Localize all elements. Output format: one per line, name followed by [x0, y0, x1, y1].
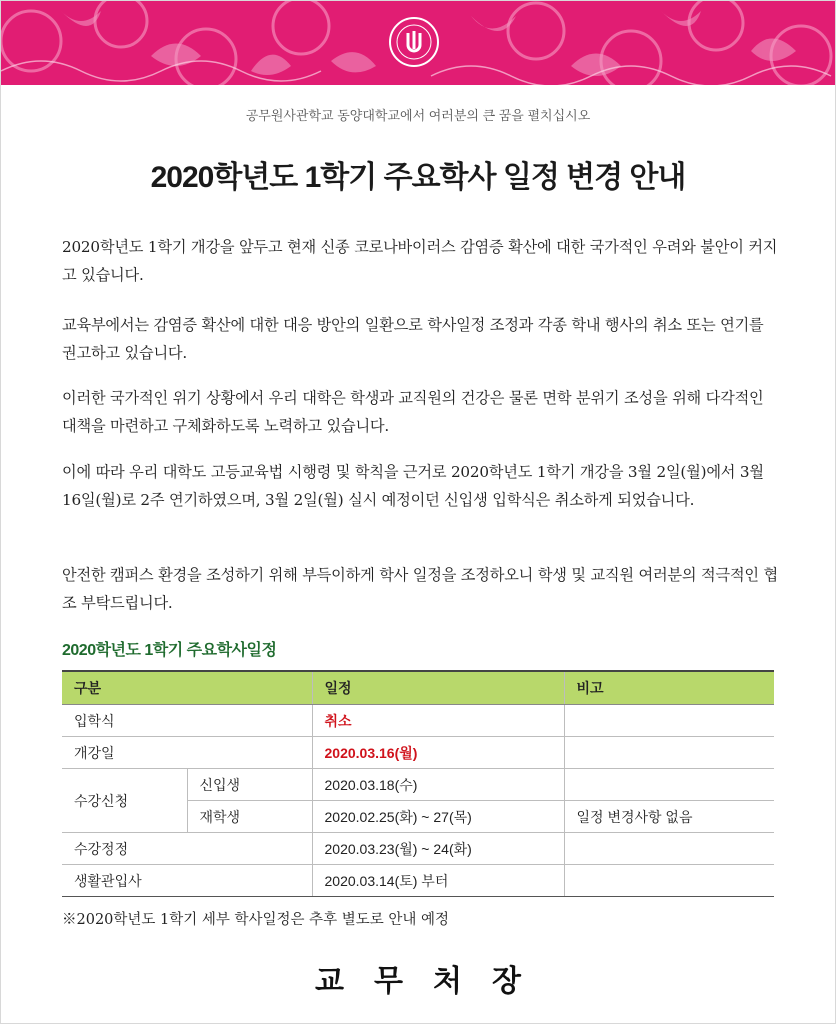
- page-title: 2020학년도 1학기 주요학사 일정 변경 안내: [150, 161, 686, 194]
- row-category: 수강신청: [62, 769, 187, 833]
- table-row: [62, 769, 774, 801]
- table-row: [62, 737, 774, 769]
- row-note: [564, 737, 774, 769]
- row-subcategory: 재학생: [187, 801, 312, 833]
- row-date: 2020.02.25(화) ~ 27(목): [312, 801, 564, 833]
- row-note: [564, 833, 774, 865]
- paragraph-5: 안전한 캠퍼스 환경을 조성하기 위해 부득이하게 학사 일정을 조정하오니 학생 및 교직원 여러분의 적극적인 협조 부탁드립니다.: [62, 566, 778, 612]
- paragraph-4: 이에 따라 우리 대학도 고등교육법 시행령 및 학칙을 근거로 2020학년도 1학기 개강을 3월 2일(월)에서 3월 16일(월)로 2주 연기하였으며, 3월 2일(월) 실시 예정이던 신입생 입학식은 취소하게 되었습니다.: [62, 463, 764, 509]
- paragraph-2: 교육부에서는 감염증 확산에 대한 대응 방안의 일환으로 학사일정 조정과 각종 학내 행사의 취소 또는 연기를 권고하고 있습니다.: [62, 316, 764, 362]
- column-header-date: 일정: [312, 671, 564, 705]
- table-row: [62, 833, 774, 865]
- column-header-note: 비고: [564, 671, 774, 705]
- row-category: 개강일: [62, 737, 312, 769]
- row-subcategory: 신입생: [187, 769, 312, 801]
- row-date: 취소: [312, 705, 564, 737]
- footnote: ※2020학년도 1학기 세부 학사일정은 추후 별도로 안내 예정: [62, 912, 450, 928]
- schedule-title: 2020학년도 1학기 주요학사일정: [62, 642, 277, 659]
- row-date: 2020.03.18(수): [312, 769, 564, 801]
- schedule-table: [62, 670, 774, 897]
- signature: 교무처장: [315, 964, 551, 999]
- row-category: 수강정정: [62, 833, 312, 865]
- table-header-row: [62, 671, 774, 705]
- table-row: [62, 705, 774, 737]
- column-header-category: 구분: [62, 671, 312, 705]
- university-emblem-icon: [389, 17, 439, 67]
- row-note: [564, 705, 774, 737]
- table-row: [62, 865, 774, 897]
- row-category: 생활관입사: [62, 865, 312, 897]
- paragraph-1: 2020학년도 1학기 개강을 앞두고 현재 신종 코로나바이러스 감염증 확산에 대한 국가적인 우려와 불안이 커지고 있습니다.: [62, 238, 778, 284]
- row-date: 2020.03.23(월) ~ 24(화): [312, 833, 564, 865]
- row-note: [564, 769, 774, 801]
- header-banner: [1, 1, 835, 85]
- paragraph-3: 이러한 국가적인 위기 상황에서 우리 대학은 학생과 교직원의 건강은 물론 면학 분위기 조성을 위해 다각적인 대책을 마련하고 구체화하도록 노력하고 있습니다.: [62, 389, 764, 435]
- row-date: 2020.03.14(토) 부터: [312, 865, 564, 897]
- page-subtitle: 공무원사관학교 동양대학교에서 여러분의 큰 꿈을 펼치십시오: [245, 108, 591, 123]
- row-category: 입학식: [62, 705, 312, 737]
- row-note: 일정 변경사항 없음: [564, 801, 774, 833]
- row-note: [564, 865, 774, 897]
- row-date: 2020.03.16(월): [312, 737, 564, 769]
